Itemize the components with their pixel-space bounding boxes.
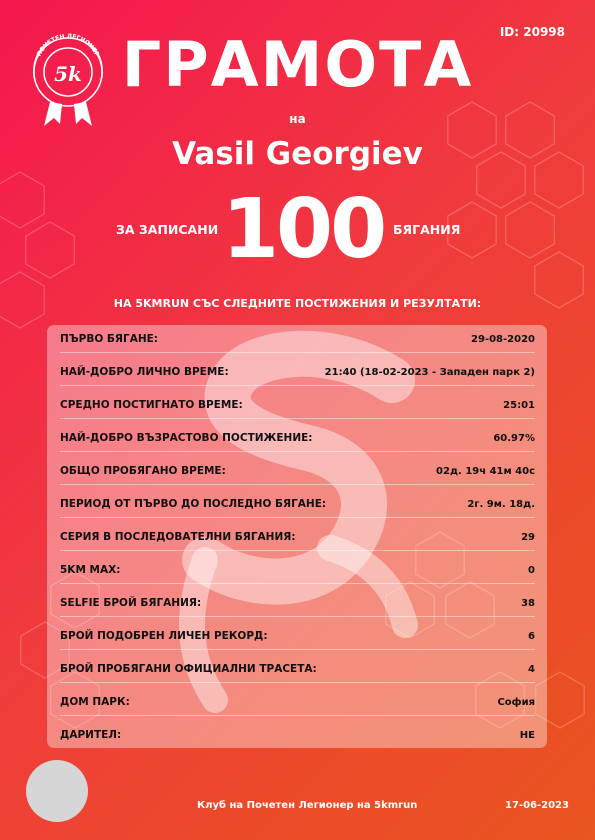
stat-row [60,424,535,452]
stat-row [60,655,535,683]
stat-value: 4 [528,664,535,675]
stat-label: ПЕРИОД ОТ ПЪРВО ДО ПОСЛЕДНО БЯГАНЕ: [60,498,327,510]
stat-label: СЕРИЯ В ПОСЛЕДОВАТЕЛНИ БЯГАНИЯ: [60,531,296,543]
stat-value: 6 [528,631,535,642]
recipient-name: Vasil Georgiev [172,136,423,172]
stat-row [60,589,535,617]
stat-value: 29-08-2020 [471,334,535,345]
stat-row [60,721,535,748]
stat-value: 0 [528,565,535,576]
stat-value: 02д. 19ч 41м 40с [436,466,535,477]
stat-row [60,391,535,419]
stat-value: НЕ [519,730,535,741]
stat-value: 2г. 9м. 18д. [467,499,535,510]
stat-label: ДОМ ПАРК: [60,696,130,708]
stat-value: 21:40 (18-02-2023 - Западен парк 2) [324,367,535,378]
stat-label: НАЙ-ДОБРО ЛИЧНО ВРЕМЕ: [60,366,229,378]
stat-row [60,556,535,584]
footer-club: Клуб на Почетен Легионер на 5kmrun [197,800,418,811]
stat-value: 60.97% [493,433,535,444]
stat-value: 29 [521,532,535,543]
stat-label: НАЙ-ДОБРО ВЪЗРАСТОВО ПОСТИЖЕНИЕ: [60,432,313,444]
achievements-intro: НА 5KMRUN СЪС СЛЕДНИТЕ ПОСТИЖЕНИЯ И РЕЗУЛТАТИ: [113,297,482,310]
stat-value: 38 [521,598,535,609]
stat-label: БРОЙ ПОДОБРЕН ЛИЧЕН РЕКОРД: [60,630,268,642]
stats-panel [47,325,547,748]
recorded-suffix: БЯГАНИЯ [393,222,461,237]
run-count: 100 [222,182,385,277]
stat-label: ДАРИТЕЛ: [60,729,122,741]
stat-row [60,457,535,485]
stat-label: SELFIE БРОЙ БЯГАНИЯ: [60,597,202,609]
avatar-placeholder [26,760,88,822]
issue-date: 17-06-2023 [505,800,569,811]
stat-value: 25:01 [503,400,535,411]
stat-label: ПЪРВО БЯГАНЕ: [60,333,158,345]
stat-label: ОБЩО ПРОБЯГАНО ВРЕМЕ: [60,465,226,477]
stat-row [60,490,535,518]
stat-label: СРЕДНО ПОСТИГНАТО ВРЕМЕ: [60,399,243,411]
svg-text:5k: 5k [54,62,82,86]
stat-row [60,325,535,353]
stat-row [60,523,535,551]
stat-value: София [497,697,535,708]
certificate-id: ID: 20998 [499,25,565,39]
stat-row [60,688,535,716]
stat-label: БРОЙ ПРОБЯГАНИ ОФИЦИАЛНИ ТРАСЕТА: [60,663,317,675]
stat-label: 5KM MAX: [60,564,121,576]
certificate-title: ГРАМОТА [121,28,474,101]
stat-row [60,622,535,650]
svg-text:ПОЧЕТЕН ЛЕГИОНЕР: ПОЧЕТЕН ЛЕГИОНЕР [35,32,101,58]
stat-row [60,358,535,386]
to-label: на [289,112,306,126]
recorded-prefix: ЗА ЗАПИСАНИ [116,222,219,237]
